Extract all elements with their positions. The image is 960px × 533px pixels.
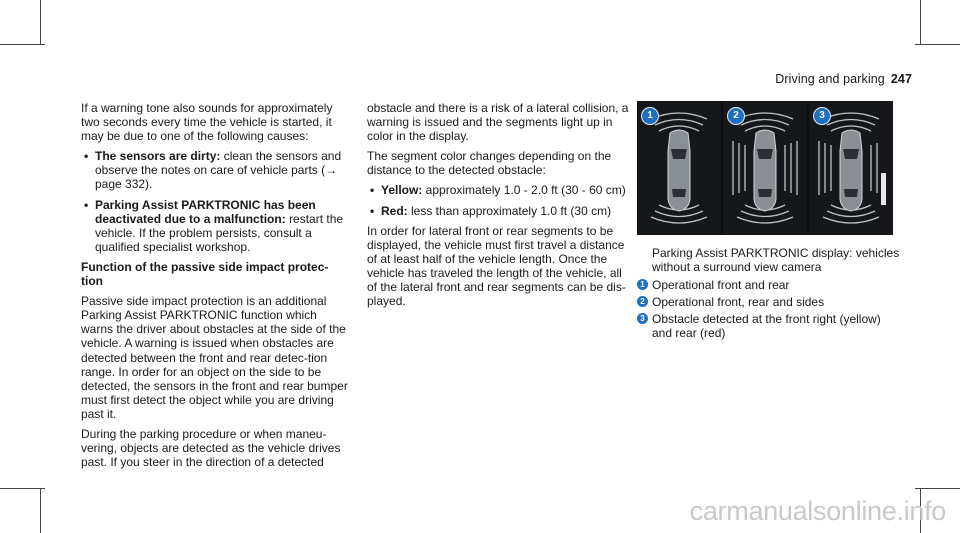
- legend-item: [637, 278, 897, 292]
- cause-bullet: [81, 149, 349, 191]
- page-header: [775, 72, 912, 86]
- display-panel-2: [723, 101, 807, 235]
- legend-text: Obstacle detected at the front right (yellow) and rear (red): [652, 312, 881, 341]
- bullet-label: Red:: [381, 203, 408, 218]
- body-paragraph: The segment color changes depending on the distance to the detected obstacle:: [367, 149, 612, 178]
- display-panel-1: [637, 101, 721, 235]
- figure-caption: Parking Assist PARKTRONIC display: vehicles without a surround view camera: [652, 246, 900, 275]
- crop-mark: [920, 0, 921, 45]
- crop-mark: [40, 0, 41, 45]
- bullet-text: clean the sensors and observe the notes on care of vehicle parts (→ page 332).: [95, 149, 342, 192]
- legend-text: Operational front, rear and sides: [652, 295, 825, 309]
- legend-item: [637, 295, 897, 309]
- body-paragraph: Passive side impact protection is an additional Parking Assist PARKTRONIC function which warns the driver about obstacles at the side of the vehicle. A warning is issued when obstacles are detected between the front and rear detec-tion range. In order for an object on the side to be detected, the sensors in the front and rear bumper must first detect the object while you are driving past it.: [81, 294, 348, 421]
- bullet-label: Parking Assist PARKTRONIC has been deactivated due to a malfunction:: [95, 197, 316, 226]
- crop-mark: [915, 44, 960, 45]
- legend-number-badge: 3: [637, 313, 648, 324]
- body-paragraph: In order for lateral front or rear segments to be displayed, the vehicle must first travel a distance of at least half of the vehicle length. Once the vehicle has traveled the length of the vehicle, all of the lateral front and rear segments can be dis-played.: [367, 223, 626, 309]
- crop-mark: [0, 44, 45, 45]
- bullet-label: The sensors are dirty:: [95, 149, 221, 164]
- body-paragraph: During the parking procedure or when maneu-vering, objects are detected as the vehicle drives past. If you steer in the direction of a detected: [81, 426, 341, 470]
- bullet-label: Yellow:: [381, 183, 423, 198]
- intro-paragraph: If a warning tone also sounds for approximately two seconds every time the vehicle is started, it may be due to one of the following causes:: [81, 101, 333, 144]
- parktronic-display-figure: [637, 101, 893, 235]
- body-paragraph: obstacle and there is a risk of a lateral collision, a warning is issued and the segments light up in color in the display.: [367, 101, 629, 144]
- watermark: carmanualsonline.info: [689, 496, 946, 526]
- bullet-text: restart the vehicle. If the problem persists, consult a qualified specialist workshop.: [95, 211, 344, 254]
- callout-number: 2: [727, 107, 745, 125]
- display-panel-3: [809, 101, 893, 235]
- crop-mark: [0, 488, 45, 489]
- crop-mark: [915, 488, 960, 489]
- car-icon: [668, 130, 690, 211]
- bullet-text: approximately 1.0 - 2.0 ft (30 - 60 cm): [422, 183, 626, 198]
- color-bullet: [367, 204, 629, 218]
- car-icon: [754, 130, 776, 211]
- column-middle: [367, 101, 629, 314]
- callout-number: 1: [641, 107, 659, 125]
- legend-item: [637, 312, 897, 340]
- legend-text: Operational front and rear: [652, 278, 790, 292]
- crop-mark: [40, 488, 41, 533]
- obstacle-segment: [881, 173, 886, 205]
- cause-bullet: [81, 198, 349, 254]
- color-bullet: [367, 183, 629, 197]
- column-left: [81, 101, 349, 475]
- bullet-text: less than approximately 1.0 ft (30 cm): [407, 203, 612, 218]
- legend-number-badge: 1: [637, 279, 648, 290]
- car-icon: [840, 130, 862, 211]
- section-title: Driving and parking: [775, 72, 885, 86]
- legend-number-badge: 2: [637, 296, 648, 307]
- callout-number: 3: [813, 107, 831, 125]
- section-heading: Function of the passive side impact protec-tion: [81, 259, 329, 289]
- page-number: 247: [890, 72, 912, 86]
